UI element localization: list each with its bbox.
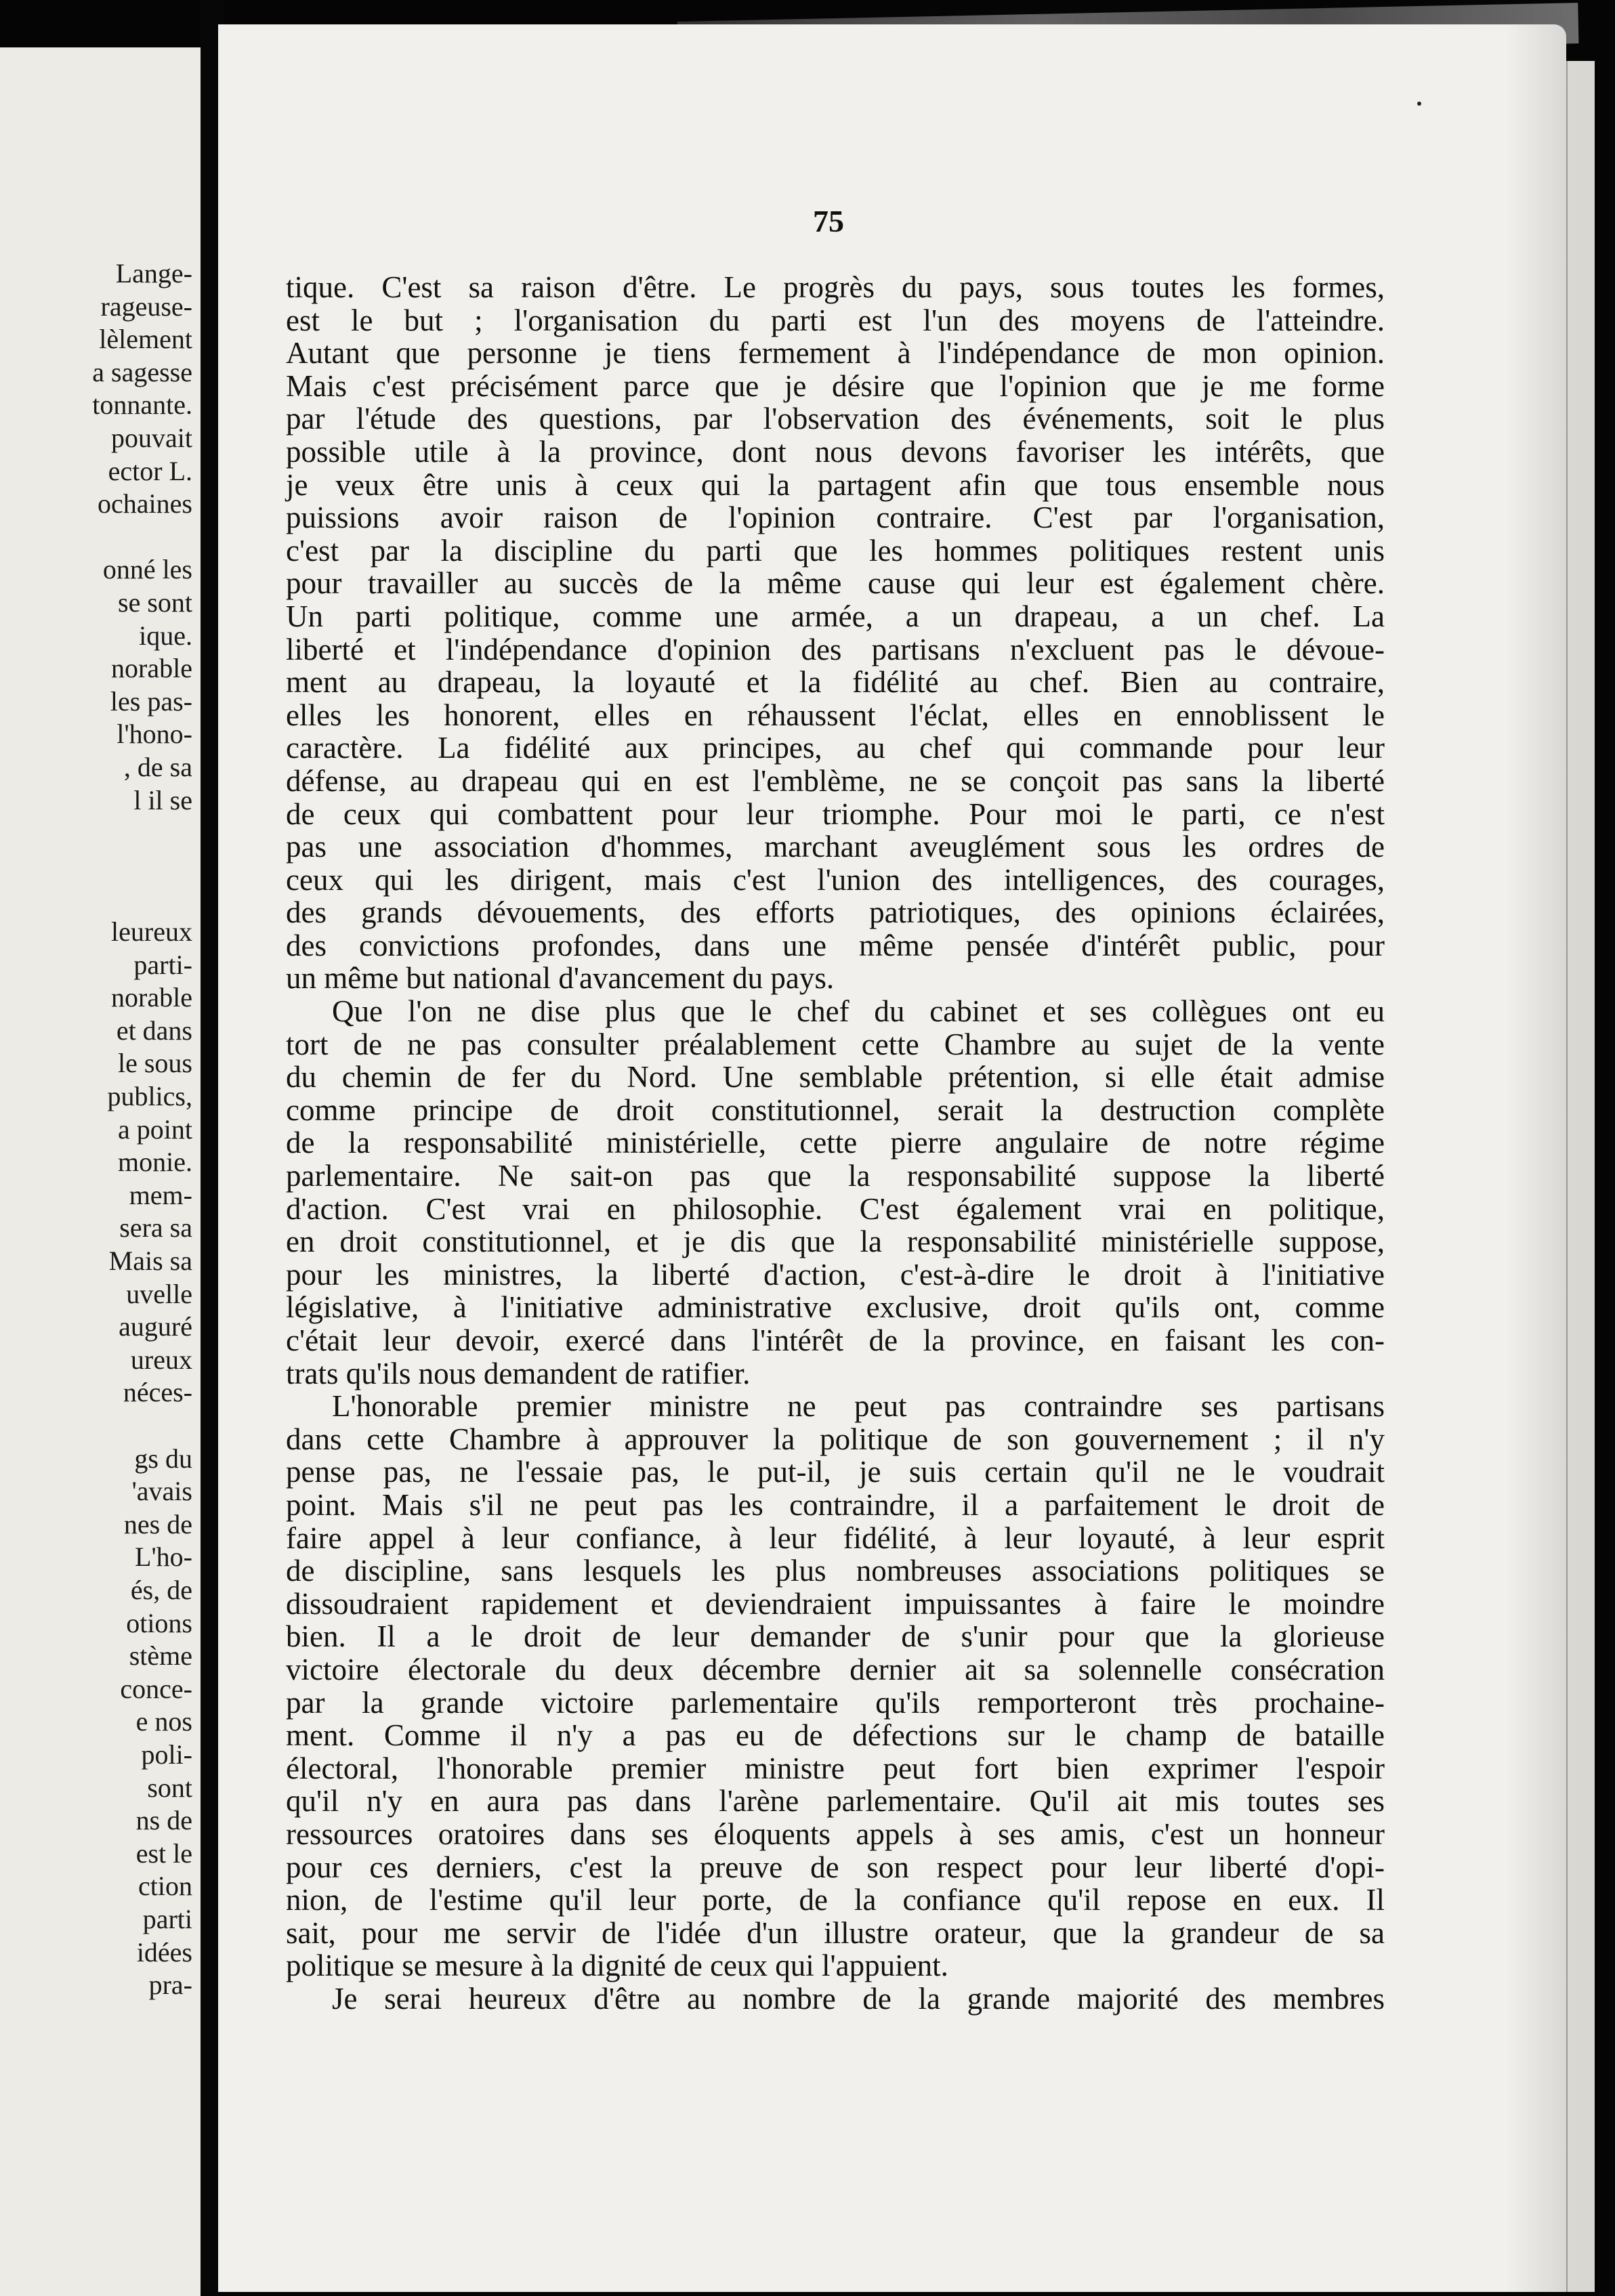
left-text-line: tonnante. (92, 389, 192, 421)
text-line: défense, au drapeau qui en est l'emblème, ne se conçoit pas sans la liberté (286, 763, 1385, 798)
left-text-line: parti (142, 1904, 192, 1934)
left-text-line: est le (135, 1837, 192, 1869)
text-line: liberté et l'indépendance d'opinion des partisans n'excluent pas le dévoue- (286, 632, 1385, 666)
text-line: bien. Il a le droit de leur demander de s'unir pour que la glorieuse (286, 1619, 1385, 1654)
left-text-line: ction (138, 1871, 192, 1902)
text-line: Je serai heureux d'être au nombre de la grande majorité des membres (332, 1981, 1385, 2016)
text-line: d'action. C'est vrai en philosophie. C'est également vrai en politique, (286, 1191, 1385, 1226)
text-line: faire appel à leur confiance, à leur fidélité, à leur loyauté, à leur esprit (286, 1521, 1385, 1555)
text-line: qu'il n'y en aura pas dans l'arène parlementaire. Qu'il ait mis toutes ses (286, 1784, 1385, 1819)
left-text-line: a sagesse (92, 356, 192, 387)
text-line: tort de ne pas consulter préalablement cette Chambre au sujet de la vente (286, 1027, 1385, 1061)
left-text-line: se sont (118, 587, 192, 618)
left-text-line: monie. (118, 1147, 192, 1178)
left-text-line: ns de (135, 1805, 192, 1836)
left-text-line: sera sa (119, 1212, 192, 1243)
text-line: tique. C'est sa raison d'être. Le progrès du pays, sous toutes les formes, (286, 270, 1385, 304)
left-text-line: le sous (118, 1048, 192, 1079)
text-line: politique se mesure à la dignité de ceux qui l'appuient. (286, 1949, 948, 1983)
text-line: victoire électorale du deux décembre dernier ait sa solennelle consécration (286, 1652, 1385, 1686)
text-line: L'honorable premier ministre ne peut pas contraindre ses partisans (332, 1389, 1385, 1424)
left-text-line: otions (126, 1607, 192, 1638)
text-line: en droit constitutionnel, et je dis que la responsabilité ministérielle suppose, (286, 1225, 1385, 1259)
left-text-line: L'ho- (135, 1542, 192, 1573)
text-line: comme principe de droit constitutionnel, serait la destruction complète (286, 1092, 1385, 1127)
text-line: des convictions profondes, dans une même pensée d'intérêt public, pour (286, 928, 1385, 962)
left-text-line: stème (129, 1640, 192, 1672)
left-text-line: ochaines (98, 488, 192, 519)
page-speck (1417, 102, 1421, 106)
text-line: parlementaire. Ne sait-on pas que la responsabilité suppose la liberté (286, 1159, 1385, 1193)
left-text-line: idées (136, 1936, 192, 1968)
text-line: ceux qui les dirigent, mais c'est l'union des intelligences, des courages, (286, 862, 1385, 897)
text-line: nion, de l'estime qu'il leur porte, de la confiance qu'il repose en eux. Il (286, 1883, 1385, 1917)
left-text-line: lèlement (99, 324, 192, 355)
left-text-line: auguré (119, 1311, 192, 1342)
text-line: par la grande victoire parlementaire qu'ils remporteront très prochaine- (286, 1685, 1385, 1720)
text-line: Autant que personne je tiens fermement à l'indépendance de mon opinion. (286, 336, 1385, 370)
text-line: dissoudraient rapidement et deviendraient impuissantes à faire le moindre (286, 1586, 1385, 1621)
left-text-line: leureux (111, 916, 192, 947)
left-text-line: Mais sa (108, 1246, 192, 1276)
text-line: Un parti politique, comme une armée, a un drapeau, a un chef. La (286, 599, 1385, 633)
text-line: Que l'on ne dise plus que le chef du cabinet et ses collègues ont eu (332, 994, 1385, 1029)
left-text-line: ique. (139, 620, 192, 651)
text-line: de discipline, sans lesquels les plus nombreuses associations politiques se (286, 1554, 1385, 1588)
left-text-line: les pas- (110, 685, 192, 717)
text-line: du chemin de fer du Nord. Une semblable prétention, si elle était admise (286, 1060, 1385, 1094)
left-page-fragment (0, 47, 201, 2296)
left-text-line: pra- (148, 1970, 192, 2001)
left-text-line: 'avais (131, 1476, 192, 1507)
left-text-line: l il se (133, 784, 192, 815)
text-line: Mais c'est précisément parce que je désire que l'opinion que je me forme (286, 368, 1385, 403)
left-text-line: ureux (130, 1344, 192, 1375)
left-text-line: rageuse- (100, 291, 192, 322)
text-line: pense pas, ne l'essaie pas, le put-il, je suis certain qu'il ne le voudrait (286, 1455, 1385, 1489)
left-text-line: parti- (133, 949, 192, 980)
left-text-line: sont (147, 1772, 192, 1803)
text-line: elles les honorent, elles en réhaussent l'éclat, elles en ennoblissent le (286, 698, 1385, 732)
left-text-line: a point (118, 1113, 192, 1145)
left-text-line: poli- (141, 1739, 192, 1770)
text-line: c'est par la discipline du parti que les hommes politiques restent unis (286, 533, 1385, 568)
left-text-line: e nos (135, 1706, 192, 1737)
text-line: de la responsabilité ministérielle, cette pierre angulaire de notre régime (286, 1126, 1385, 1160)
left-text-line: ector L. (108, 455, 192, 486)
left-text-line: publics, (107, 1081, 192, 1111)
left-text-line: néces- (123, 1377, 192, 1408)
text-line: pour les ministres, la liberté d'action, c'est-à-dire le droit à l'initiative (286, 1257, 1385, 1292)
left-text-line: pouvait (111, 423, 192, 453)
body-text (286, 271, 1385, 2015)
text-line: pour travailler au succès de la même cause qui leur est également chère. (286, 566, 1385, 601)
left-text-line: conce- (120, 1673, 192, 1704)
text-line: c'était leur devoir, exercé dans l'intérêt de la province, en faisant les con- (286, 1323, 1385, 1357)
text-line: dans cette Chambre à approuver la politique de son gouvernement ; il n'y (286, 1422, 1385, 1456)
left-text-line: norable (111, 653, 192, 684)
left-text-line: norable (111, 982, 192, 1013)
left-text-line: nes de (123, 1508, 192, 1539)
left-text-line: l'hono- (117, 719, 192, 750)
left-text-line: mem- (129, 1179, 192, 1210)
text-line: ment. Comme il n'y a pas eu de défections sur le champ de bataille (286, 1718, 1385, 1753)
text-line: par l'étude des questions, par l'observation des événements, soit le plus (286, 402, 1385, 436)
left-text-line: onné les (102, 554, 192, 585)
text-line: possible utile à la province, dont nous devons favoriser les intérêts, que (286, 434, 1385, 469)
left-text-line: et dans (116, 1015, 192, 1046)
text-line: de ceux qui combattent pour leur triomphe. Pour moi le parti, ce n'est (286, 796, 1385, 831)
text-line: un même but national d'avancement du pays. (286, 961, 835, 996)
left-text-line: gs du (134, 1443, 192, 1474)
text-line: ment au drapeau, la loyauté et la fidélité au chef. Bien au contraire, (286, 665, 1385, 700)
page-shade (1505, 24, 1566, 2292)
text-line: puissions avoir raison de l'opinion contraire. C'est par l'organisation, (286, 501, 1385, 535)
text-line: point. Mais s'il ne peut pas les contraindre, il a parfaitement le droit de (286, 1487, 1385, 1522)
text-line: caractère. La fidélité aux principes, au chef qui commande pour leur (286, 731, 1385, 765)
text-line: ressources oratoires dans ses éloquents appels à ses amis, c'est un honneur (286, 1816, 1385, 1851)
text-line: trats qu'ils nous demandent de ratifier. (286, 1356, 751, 1390)
page-number: 75 (813, 204, 844, 238)
text-line: des grands dévouements, des efforts patriotiques, des opinions éclairées, (286, 895, 1385, 930)
text-line: est le but ; l'organisation du parti est l'un des moyens de l'atteindre. (286, 303, 1385, 337)
text-line: je veux être unis à ceux qui la partagent afin que tous ensemble nous (286, 467, 1385, 502)
page-stack-edge (1566, 61, 1595, 2292)
text-line: pas une association d'hommes, marchant aveuglément sous les ordres de (286, 830, 1385, 864)
text-line: pour ces derniers, c'est la preuve de son respect pour leur liberté d'opi- (286, 1850, 1385, 1884)
text-line: sait, pour me servir de l'idée d'un illustre orateur, que la grandeur de sa (286, 1915, 1385, 1950)
left-text-line: , de sa (123, 752, 192, 782)
text-line: législative, à l'initiative administrative exclusive, droit qu'ils ont, comme (286, 1290, 1385, 1325)
left-text-line: és, de (130, 1575, 192, 1605)
left-text-line: uvelle (126, 1278, 192, 1309)
text-line: électoral, l'honorable premier ministre peut fort bien exprimer l'espoir (286, 1751, 1385, 1785)
left-text-line: Lange- (115, 258, 192, 289)
